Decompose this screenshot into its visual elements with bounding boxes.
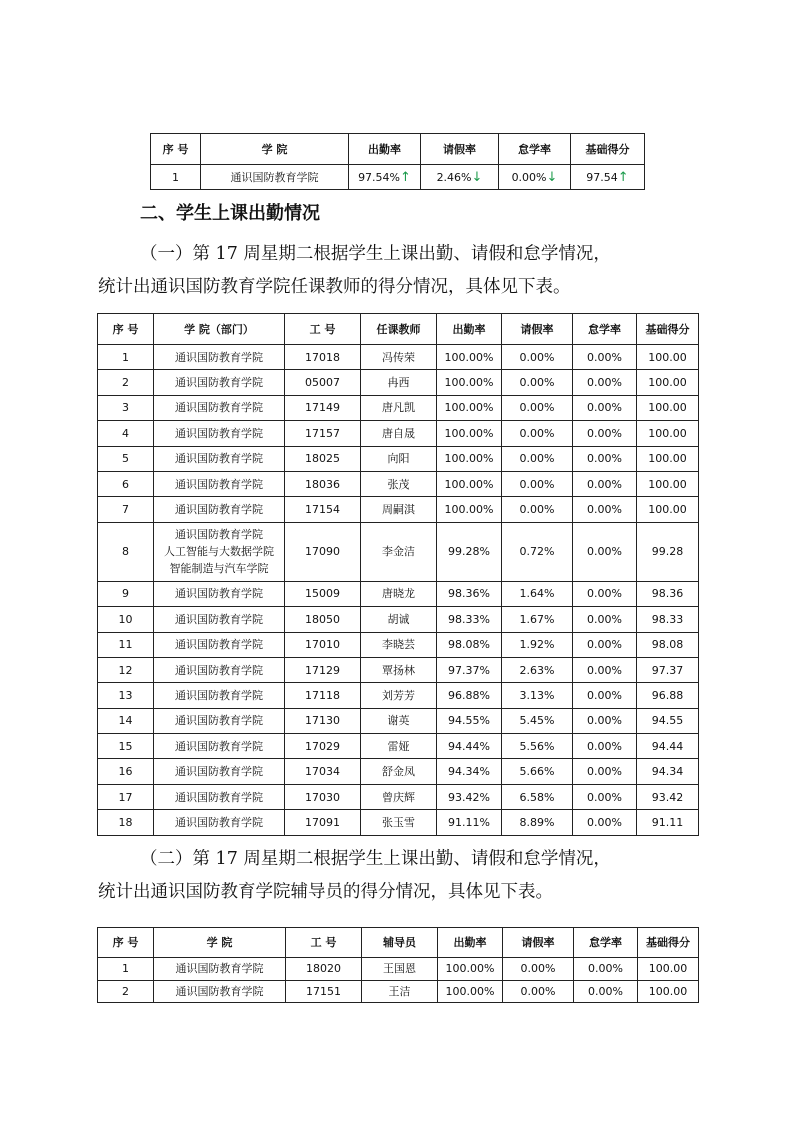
- name-cell: 冯传荣: [361, 345, 437, 370]
- leave-cell: 2.63%: [502, 657, 573, 682]
- index-cell: 2: [98, 370, 154, 395]
- name-cell: 雷娅: [361, 734, 437, 759]
- header-cell: 学 院: [154, 928, 286, 958]
- score-cell: 98.33: [637, 607, 699, 632]
- name-cell: 曾庆辉: [361, 784, 437, 809]
- name-cell: 刘芳芳: [361, 683, 437, 708]
- id-cell: 17029: [285, 734, 361, 759]
- id-cell: 17149: [285, 395, 361, 420]
- name-cell: 冉西: [361, 370, 437, 395]
- college-cell: 通识国防教育学院: [154, 471, 285, 496]
- header-cell: 请假率: [503, 928, 574, 958]
- header-cell: 基础得分: [637, 314, 699, 345]
- score-cell: 100.00: [638, 980, 699, 1003]
- score-cell: 100.00: [637, 370, 699, 395]
- score-cell: 100.00: [637, 446, 699, 471]
- table-row: [98, 784, 699, 809]
- paragraph-counselors: [98, 843, 698, 909]
- index-cell: 1: [98, 958, 154, 981]
- college-cell: [154, 522, 285, 581]
- index-cell: 12: [98, 657, 154, 682]
- arrow-down-icon: ↓: [546, 169, 558, 185]
- college-cell: 通识国防教育学院: [154, 632, 285, 657]
- college-cell: 通识国防教育学院: [154, 657, 285, 682]
- attendance-cell: 94.34%: [437, 759, 502, 784]
- paragraph-line: （一）第 17 周星期二根据学生上课出勤、请假和怠学情况，: [140, 244, 611, 264]
- college-line: 人工智能与大数据学院: [164, 545, 274, 559]
- attendance-cell: 94.44%: [437, 734, 502, 759]
- id-cell: 17090: [285, 522, 361, 581]
- id-cell: 17154: [285, 497, 361, 522]
- header-cell: 工 号: [285, 314, 361, 345]
- table-row: [98, 522, 699, 581]
- id-cell: 17130: [285, 708, 361, 733]
- leave-cell: 6.58%: [502, 784, 573, 809]
- college-cell: 通识国防教育学院: [154, 446, 285, 471]
- truancy-cell: 0.00%: [573, 657, 637, 682]
- leave-cell: 0.00%: [502, 421, 573, 446]
- leave-cell: 8.89%: [502, 810, 573, 835]
- attendance-cell: 100.00%: [437, 497, 502, 522]
- name-cell: 唐晓龙: [361, 581, 437, 606]
- counselor-header-row: [98, 928, 699, 958]
- table-row: [98, 345, 699, 370]
- table-row: [98, 958, 699, 981]
- leave-cell: 1.92%: [502, 632, 573, 657]
- index-cell: 15: [98, 734, 154, 759]
- truancy-cell: 0.00%: [573, 810, 637, 835]
- header-cell: 怠学率: [574, 928, 638, 958]
- leave-cell: 0.72%: [502, 522, 573, 581]
- attendance-cell: 98.33%: [437, 607, 502, 632]
- id-cell: 18036: [285, 471, 361, 496]
- score-cell: 100.00: [637, 421, 699, 446]
- arrow-down-icon: ↓: [471, 169, 483, 185]
- leave-cell: 0.00%: [503, 958, 574, 981]
- table-row: [98, 759, 699, 784]
- attendance-value: 97.54%: [358, 170, 401, 184]
- name-cell: 唐凡凯: [361, 395, 437, 420]
- truancy-value: 0.00%: [511, 170, 547, 184]
- id-cell: 17157: [285, 421, 361, 446]
- header-cell: 怠学率: [499, 134, 571, 165]
- attendance-cell: 96.88%: [437, 683, 502, 708]
- header-cell: 出勤率: [349, 134, 421, 165]
- college-cell: 通识国防教育学院: [154, 421, 285, 446]
- score-cell: 100.00: [637, 471, 699, 496]
- leave-cell: 3.13%: [502, 683, 573, 708]
- college-cell: 通识国防教育学院: [154, 784, 285, 809]
- header-cell: 请假率: [421, 134, 499, 165]
- summary-header-row: [151, 134, 645, 165]
- score-cell: 100.00: [637, 395, 699, 420]
- leave-cell: 5.56%: [502, 734, 573, 759]
- truancy-cell: 0.00%: [573, 395, 637, 420]
- table-row: [98, 708, 699, 733]
- truancy-cell: 0.00%: [573, 370, 637, 395]
- id-cell: 17129: [285, 657, 361, 682]
- college-cell: 通识国防教育学院: [154, 810, 285, 835]
- table-row: [98, 683, 699, 708]
- leave-cell: 0.00%: [502, 497, 573, 522]
- table-row: [98, 980, 699, 1003]
- id-cell: 17018: [285, 345, 361, 370]
- truancy-cell: 0.00%: [573, 683, 637, 708]
- index-cell: 10: [98, 607, 154, 632]
- college-cell: 通识国防教育学院: [154, 683, 285, 708]
- attendance-cell: 100.00%: [437, 345, 502, 370]
- name-cell: 谢英: [361, 708, 437, 733]
- id-cell: 18025: [285, 446, 361, 471]
- score-cell: 98.08: [637, 632, 699, 657]
- college-cell: 通识国防教育学院: [154, 980, 286, 1003]
- college-cell: 通识国防教育学院: [154, 497, 285, 522]
- score-cell: [571, 165, 645, 190]
- arrow-up-icon: ↑: [617, 169, 629, 185]
- name-cell: 向阳: [361, 446, 437, 471]
- attendance-cell: 100.00%: [438, 980, 503, 1003]
- truancy-cell: 0.00%: [573, 759, 637, 784]
- index-cell: 13: [98, 683, 154, 708]
- college-cell: 通识国防教育学院: [154, 734, 285, 759]
- header-cell: 序 号: [98, 314, 154, 345]
- summary-row: [151, 165, 645, 190]
- name-cell: 唐自晟: [361, 421, 437, 446]
- name-cell: 舒金凤: [361, 759, 437, 784]
- college-line: 通识国防教育学院: [175, 528, 263, 542]
- index-cell: 4: [98, 421, 154, 446]
- index-cell: 14: [98, 708, 154, 733]
- name-cell: 张玉雪: [361, 810, 437, 835]
- header-cell: 基础得分: [638, 928, 699, 958]
- table-row: [98, 497, 699, 522]
- truancy-cell: 0.00%: [573, 522, 637, 581]
- score-cell: 94.55: [637, 708, 699, 733]
- index-cell: 18: [98, 810, 154, 835]
- truancy-cell: 0.00%: [573, 734, 637, 759]
- score-cell: 97.37: [637, 657, 699, 682]
- table-row: [98, 657, 699, 682]
- attendance-cell: 98.36%: [437, 581, 502, 606]
- header-cell: 序 号: [98, 928, 154, 958]
- truancy-cell: 0.00%: [573, 471, 637, 496]
- header-cell: 出勤率: [437, 314, 502, 345]
- leave-cell: 0.00%: [502, 345, 573, 370]
- name-cell: 胡诚: [361, 607, 437, 632]
- id-cell: 18020: [286, 958, 362, 981]
- leave-cell: 0.00%: [502, 446, 573, 471]
- attendance-cell: 91.11%: [437, 810, 502, 835]
- summary-table: [150, 133, 645, 190]
- attendance-cell: 99.28%: [437, 522, 502, 581]
- header-cell: 学 院: [201, 134, 349, 165]
- truancy-cell: 0.00%: [573, 784, 637, 809]
- header-cell: 学 院（部门）: [154, 314, 285, 345]
- attendance-cell: 94.55%: [437, 708, 502, 733]
- counselor-table: [97, 927, 699, 1003]
- name-cell: 张茂: [361, 471, 437, 496]
- college-cell: 通识国防教育学院: [154, 607, 285, 632]
- table-row: [98, 471, 699, 496]
- attendance-cell: 100.00%: [437, 370, 502, 395]
- header-cell: 基础得分: [571, 134, 645, 165]
- score-cell: 98.36: [637, 581, 699, 606]
- leave-value: 2.46%: [436, 170, 472, 184]
- leave-cell: 1.67%: [502, 607, 573, 632]
- college-cell: 通识国防教育学院: [154, 370, 285, 395]
- attendance-cell: 100.00%: [437, 446, 502, 471]
- truancy-cell: 0.00%: [573, 581, 637, 606]
- college-cell: 通识国防教育学院: [154, 581, 285, 606]
- table-row: [98, 810, 699, 835]
- attendance-cell: 100.00%: [437, 471, 502, 496]
- table-row: [98, 581, 699, 606]
- table-row: [98, 632, 699, 657]
- score-cell: 94.34: [637, 759, 699, 784]
- header-cell: 辅导员: [362, 928, 438, 958]
- truancy-cell: [499, 165, 571, 190]
- id-cell: 15009: [285, 581, 361, 606]
- table-row: [98, 607, 699, 632]
- leave-cell: 0.00%: [503, 980, 574, 1003]
- attendance-cell: [349, 165, 421, 190]
- truancy-cell: 0.00%: [573, 421, 637, 446]
- header-cell: 序 号: [151, 134, 201, 165]
- header-cell: 任课教师: [361, 314, 437, 345]
- truancy-cell: 0.00%: [574, 958, 638, 981]
- score-cell: 99.28: [637, 522, 699, 581]
- score-value: 97.54: [586, 170, 618, 184]
- table-row: [98, 370, 699, 395]
- index-cell: 6: [98, 471, 154, 496]
- truancy-cell: 0.00%: [573, 446, 637, 471]
- index-cell: 5: [98, 446, 154, 471]
- teacher-header-row: [98, 314, 699, 345]
- header-cell: 出勤率: [438, 928, 503, 958]
- leave-cell: 5.45%: [502, 708, 573, 733]
- index-cell: 1: [151, 165, 201, 190]
- id-cell: 17151: [286, 980, 362, 1003]
- table-row: [98, 421, 699, 446]
- paragraph-line: 统计出通识国防教育学院辅导员的得分情况，具体见下表。: [98, 882, 553, 902]
- index-cell: 9: [98, 581, 154, 606]
- table-row: [98, 734, 699, 759]
- college-cell: 通识国防教育学院: [154, 759, 285, 784]
- score-cell: 93.42: [637, 784, 699, 809]
- id-cell: 17030: [285, 784, 361, 809]
- section-heading: 二、学生上课出勤情况: [140, 203, 320, 224]
- truancy-cell: 0.00%: [573, 607, 637, 632]
- attendance-cell: 98.08%: [437, 632, 502, 657]
- header-cell: 工 号: [286, 928, 362, 958]
- attendance-cell: 100.00%: [437, 395, 502, 420]
- teacher-table: [97, 313, 699, 836]
- college-cell: 通识国防教育学院: [154, 395, 285, 420]
- index-cell: 11: [98, 632, 154, 657]
- id-cell: 18050: [285, 607, 361, 632]
- score-cell: 100.00: [637, 345, 699, 370]
- index-cell: 17: [98, 784, 154, 809]
- leave-cell: 1.64%: [502, 581, 573, 606]
- attendance-cell: 97.37%: [437, 657, 502, 682]
- attendance-cell: 100.00%: [437, 421, 502, 446]
- score-cell: 91.11: [637, 810, 699, 835]
- table-row: [98, 395, 699, 420]
- paragraph-line: （二）第 17 周星期二根据学生上课出勤、请假和怠学情况，: [140, 849, 611, 869]
- college-cell: 通识国防教育学院: [154, 958, 286, 981]
- college-cell: 通识国防教育学院: [154, 708, 285, 733]
- index-cell: 16: [98, 759, 154, 784]
- name-cell: 王国恩: [362, 958, 438, 981]
- college-line: 智能制造与汽车学院: [169, 562, 269, 576]
- table-row: [98, 446, 699, 471]
- score-cell: 100.00: [638, 958, 699, 981]
- score-cell: 100.00: [637, 497, 699, 522]
- index-cell: 2: [98, 980, 154, 1003]
- leave-cell: 0.00%: [502, 370, 573, 395]
- id-cell: 17118: [285, 683, 361, 708]
- name-cell: 周嗣淇: [361, 497, 437, 522]
- attendance-cell: 93.42%: [437, 784, 502, 809]
- score-cell: 96.88: [637, 683, 699, 708]
- college-cell: 通识国防教育学院: [201, 165, 349, 190]
- name-cell: 李金洁: [361, 522, 437, 581]
- name-cell: 覃扬林: [361, 657, 437, 682]
- college-cell: 通识国防教育学院: [154, 345, 285, 370]
- leave-cell: [421, 165, 499, 190]
- arrow-up-icon: ↑: [400, 169, 411, 185]
- name-cell: 王洁: [362, 980, 438, 1003]
- name-cell: 李晓芸: [361, 632, 437, 657]
- truancy-cell: 0.00%: [573, 345, 637, 370]
- index-cell: 7: [98, 497, 154, 522]
- header-cell: 怠学率: [573, 314, 637, 345]
- id-cell: 17034: [285, 759, 361, 784]
- id-cell: 17091: [285, 810, 361, 835]
- id-cell: 17010: [285, 632, 361, 657]
- leave-cell: 0.00%: [502, 471, 573, 496]
- index-cell: 1: [98, 345, 154, 370]
- id-cell: 05007: [285, 370, 361, 395]
- truancy-cell: 0.00%: [573, 497, 637, 522]
- truancy-cell: 0.00%: [574, 980, 638, 1003]
- index-cell: 3: [98, 395, 154, 420]
- truancy-cell: 0.00%: [573, 708, 637, 733]
- paragraph-line: 统计出通识国防教育学院任课教师的得分情况，具体见下表。: [98, 277, 571, 297]
- leave-cell: 5.66%: [502, 759, 573, 784]
- leave-cell: 0.00%: [502, 395, 573, 420]
- index-cell: 8: [98, 522, 154, 581]
- attendance-cell: 100.00%: [438, 958, 503, 981]
- paragraph-teachers: [98, 238, 698, 304]
- score-cell: 94.44: [637, 734, 699, 759]
- truancy-cell: 0.00%: [573, 632, 637, 657]
- header-cell: 请假率: [502, 314, 573, 345]
